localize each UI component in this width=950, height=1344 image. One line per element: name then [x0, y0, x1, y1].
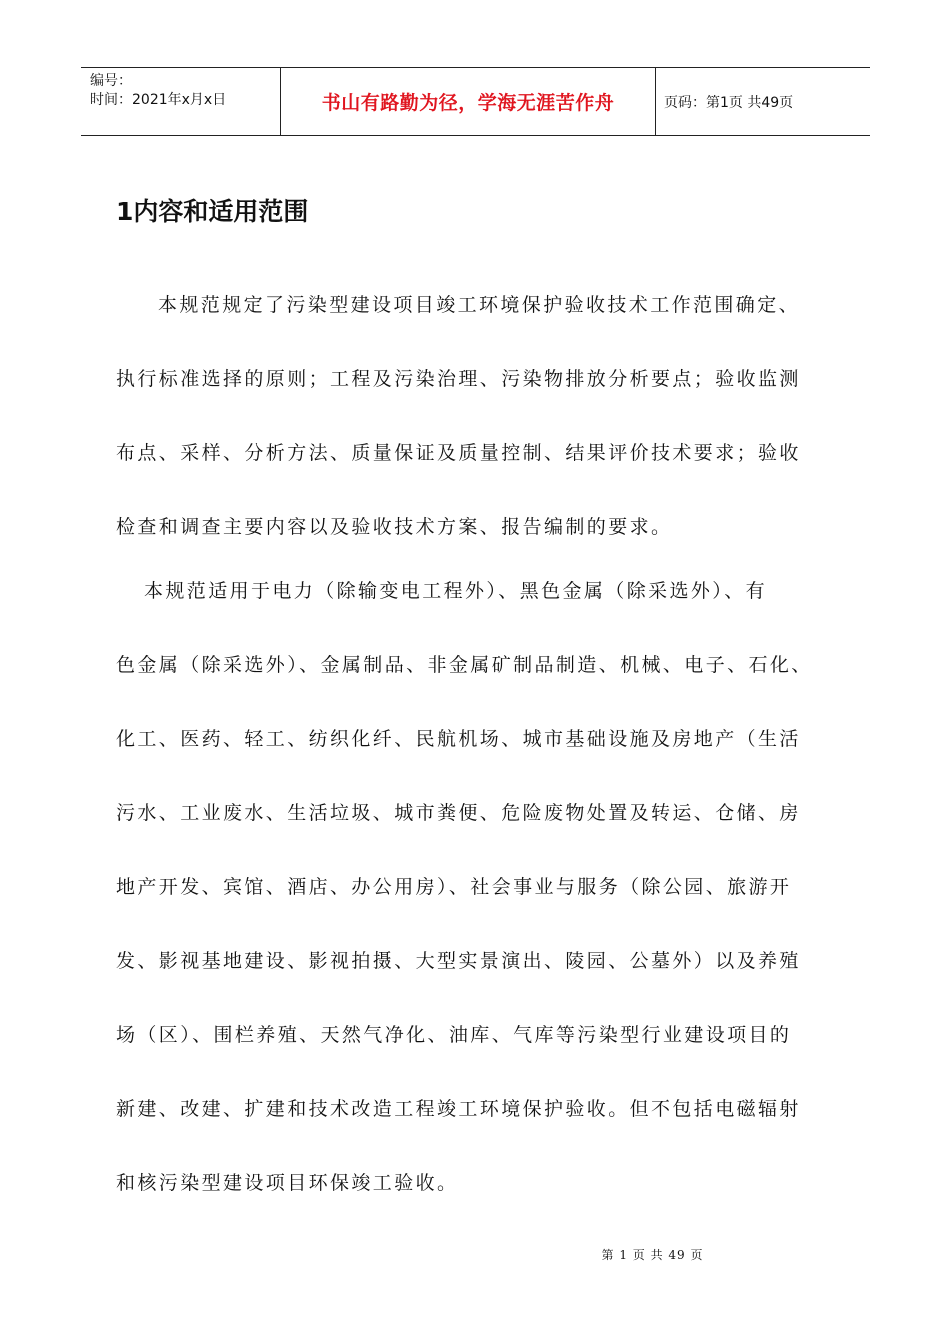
paragraph-line: 污水、工业废水、生活垃圾、城市粪便、危险废物处置及转运、仓储、房: [116, 802, 801, 824]
paragraph-line: 和核污染型建设项目环保竣工验收。: [116, 1172, 459, 1194]
paragraph-line: 发、影视基地建设、影视拍摄、大型实景演出、陵园、公墓外）以及养殖: [116, 950, 801, 972]
paragraph-scope: [116, 290, 856, 586]
paragraph-line: 地产开发、宾馆、酒店、办公用房）、社会事业与服务（除公园、旅游开: [116, 876, 792, 898]
paragraph-line: 布点、采样、分析方法、质量保证及质量控制、结果评价技术要求；验收: [116, 442, 801, 464]
footer-page-number: 第 1 页 共 49 页: [601, 1248, 704, 1262]
header-meta-cell: [81, 68, 281, 135]
time-label: 时间：2021年x月x日: [90, 92, 227, 108]
document-header: [81, 67, 870, 136]
paragraph-line: 执行标准选择的原则；工程及污染治理、污染物排放分析要点；验收监测: [116, 368, 801, 390]
page-footer: [0, 1246, 950, 1263]
header-page-cell: [656, 68, 870, 135]
page-info: 页码：第1页 共49页: [664, 94, 794, 111]
paragraph-line: 检查和调查主要内容以及验收技术方案、报告编制的要求。: [116, 516, 673, 538]
paragraph-line: 本规范规定了污染型建设项目竣工环境保护验收技术工作范围确定、: [158, 294, 801, 316]
section-title: 1内容和适用范围: [116, 197, 309, 226]
paragraph-applicability: [116, 576, 856, 1242]
header-motto-cell: [281, 68, 656, 135]
paragraph-line: 场（区）、围栏养殖、天然气净化、油库、气库等污染型行业建设项目的: [116, 1024, 792, 1046]
paragraph-line: 本规范适用于电力（除输变电工程外）、黑色金属（除采选外）、有: [144, 580, 768, 602]
motto-text: 书山有路勤为径，学海无涯苦作舟: [321, 92, 615, 114]
paragraph-line: 新建、改建、扩建和技术改造工程竣工环境保护验收。但不包括电磁辐射: [116, 1098, 801, 1120]
paragraph-line: 化工、医药、轻工、纺织化纤、民航机场、城市基础设施及房地产（生活: [116, 728, 801, 750]
number-label: 编号：: [90, 73, 132, 89]
paragraph-line: 色金属（除采选外）、金属制品、非金属矿制品制造、机械、电子、石化、: [116, 654, 813, 676]
